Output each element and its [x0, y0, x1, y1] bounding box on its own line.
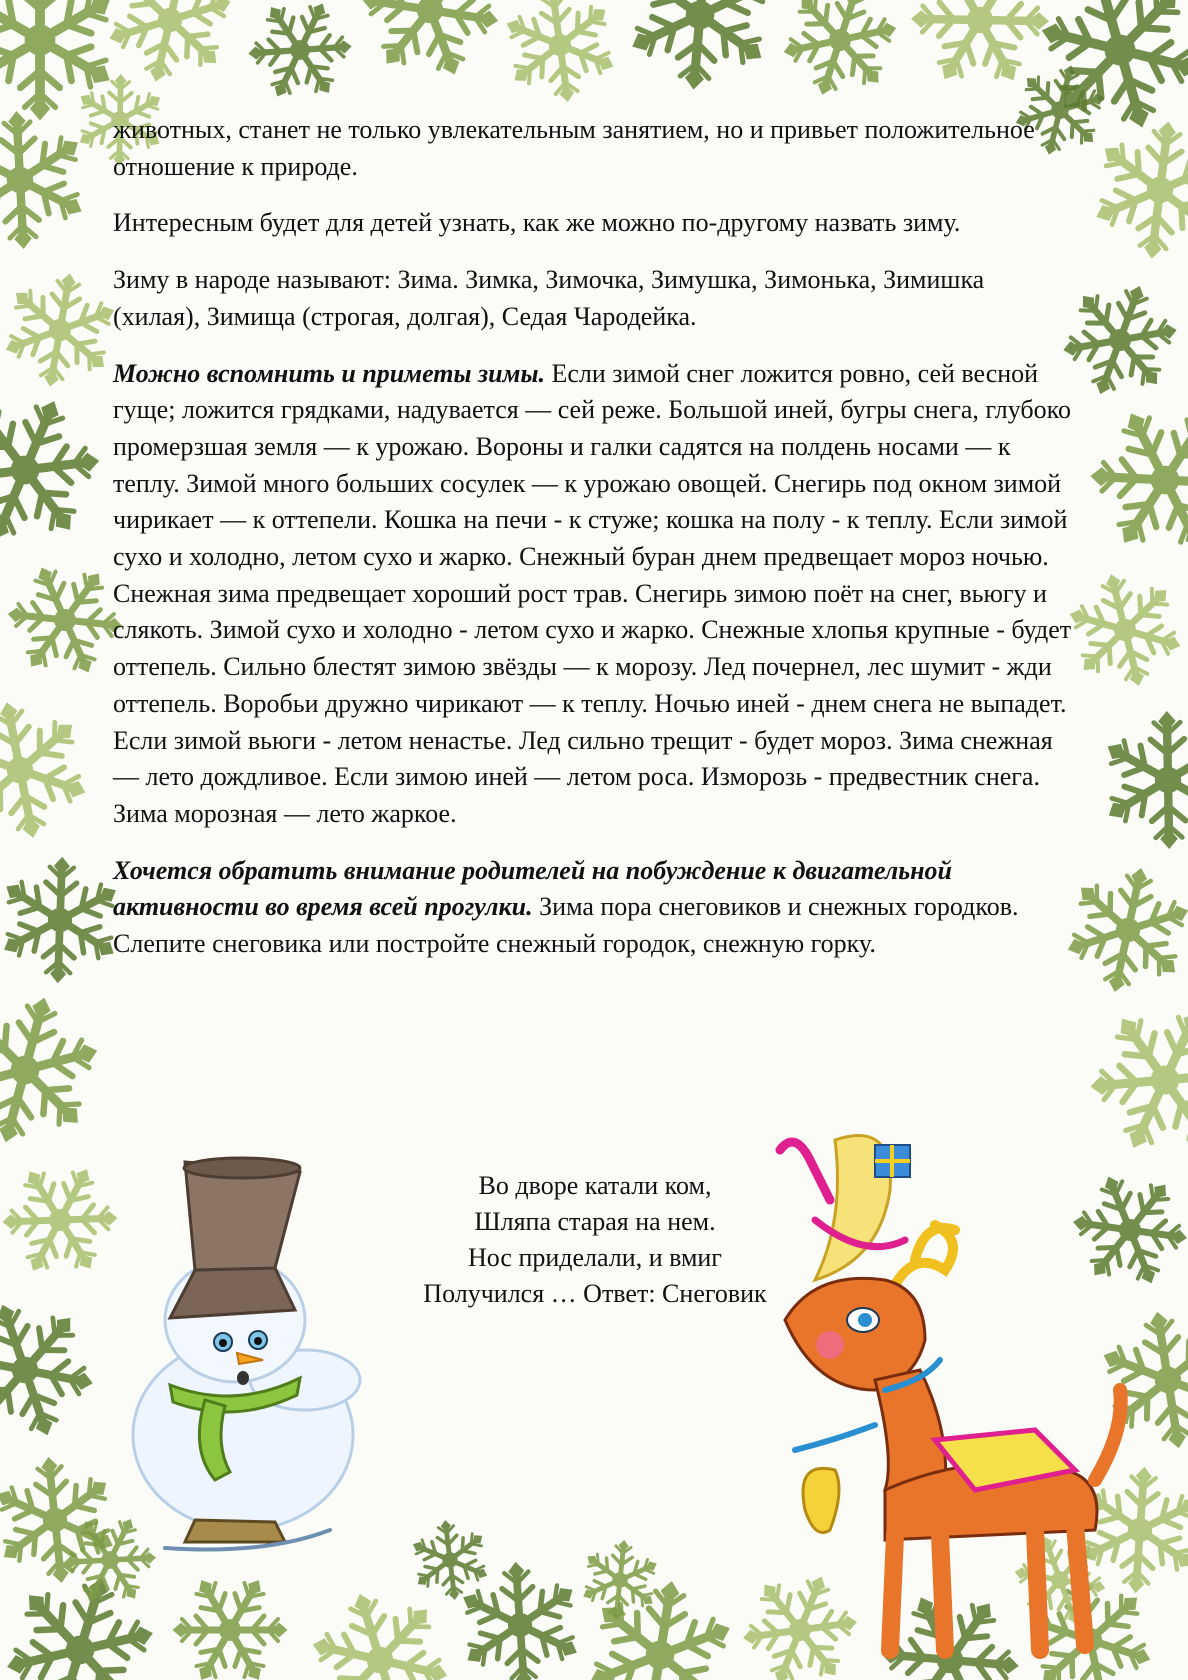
body-text	[113, 112, 1073, 983]
paragraph-winter-signs	[113, 356, 1073, 833]
snowflake-icon	[1056, 561, 1188, 699]
riddle-line: Во дворе катали ком,	[478, 1171, 712, 1200]
snowflake-icon	[0, 1276, 119, 1465]
snowman-illustration	[125, 1150, 370, 1560]
riddle-line: Получился … Ответ: Снеговик	[423, 1279, 767, 1308]
snowflake-icon	[0, 1145, 135, 1296]
winter-signs-text: Если зимой снег ложится ровно, сей весной гуще; ложится грядками, надувается — сей реже. Большой иней, бугры снега, глубоко промерзшая земля — к урожаю. Вороны и галки садятся на полдень носами — к теплу. Зимой много больших сосулек — к урожаю овощей. Снегирь под окном зимой чирикает — к оттепели. Кошка на печи - к стуже; кошка на полу - к теплу. Если зимой сухо и холодно, летом сухо и жарко. Снежный буран днем предвещает мороз ночью. Снежная зима предвещает хороший рост трав. Снегирь зимою поёт на снег, вьюгу и слякоть. Зимой сухо и холодно - летом сухо и жарко. Снежные хлопья крупные - будет оттепель. Сильно блестят зимою звёзды — к морозу. Лед почернел, лес шумит - жди оттепель. Воробьи дружно чирикают — к теплу. Ночью иней - днем снега не выпадет. Если зимой вьюги - летом ненастье. Лед сильно трещит - будет мороз. Зима снежная — лето дождливое. Если зимою иней — летом роса. Изморозь - предвестник снега. Зима морозная — лето жаркое.	[113, 358, 1072, 828]
paragraph-animals: животных, станет не только увлекательным занятием, но и привьет положительное отношение к природе.	[113, 115, 1035, 181]
winter-signs-lead: Можно вспомнить и приметы зимы.	[113, 358, 545, 388]
paragraph-winter-names: Зиму в народе называют: Зима. Зимка, Зимочка, Зимушка, Зимонька, Зимишка (хилая), Зимища (строгая, долгая), Седая Чародейка.	[113, 265, 985, 331]
activity-lead: Хочется обратить внимание родителей на побуждение к двигательной активности во время всей прогулки.	[113, 855, 952, 922]
snowflake-icon	[435, 1540, 605, 1680]
snowflake-icon	[0, 368, 126, 571]
snowflake-icon	[0, 856, 123, 983]
snowflake-icon	[1077, 689, 1188, 871]
riddle-line: Шляпа старая на нем.	[474, 1207, 716, 1236]
snowflake-icon	[154, 1554, 306, 1680]
snowflake-icon	[0, 1559, 170, 1680]
snowflake-icon	[0, 90, 110, 270]
paragraph-other-names: Интересным будет для детей узнать, как же можно по-другому назвать зиму.	[113, 208, 961, 238]
snowflake-icon	[1072, 102, 1188, 277]
riddle-poem	[350, 1168, 840, 1312]
snowflake-icon	[0, 691, 98, 848]
snowflake-icon	[1089, 404, 1188, 556]
snowflake-icon	[912, 0, 1049, 88]
snowflake-icon	[233, 0, 367, 117]
snowflake-icon	[604, 0, 797, 111]
paragraph-activity	[113, 853, 1073, 963]
snowflake-icon	[0, 0, 118, 118]
snowflake-icon	[407, 1516, 494, 1603]
snowflake-icon	[1055, 276, 1185, 405]
snowflake-icon	[0, 981, 114, 1159]
snowflake-icon	[482, 0, 639, 123]
snowflake-icon	[774, 0, 907, 106]
snowflake-icon	[336, 0, 524, 104]
activity-text: Зима пора снеговиков и снежных городков. Слепите снеговика или постройте снежный городок, снежную горку.	[113, 892, 1019, 959]
riddle-line: Нос приделали, и вмиг	[468, 1243, 722, 1272]
